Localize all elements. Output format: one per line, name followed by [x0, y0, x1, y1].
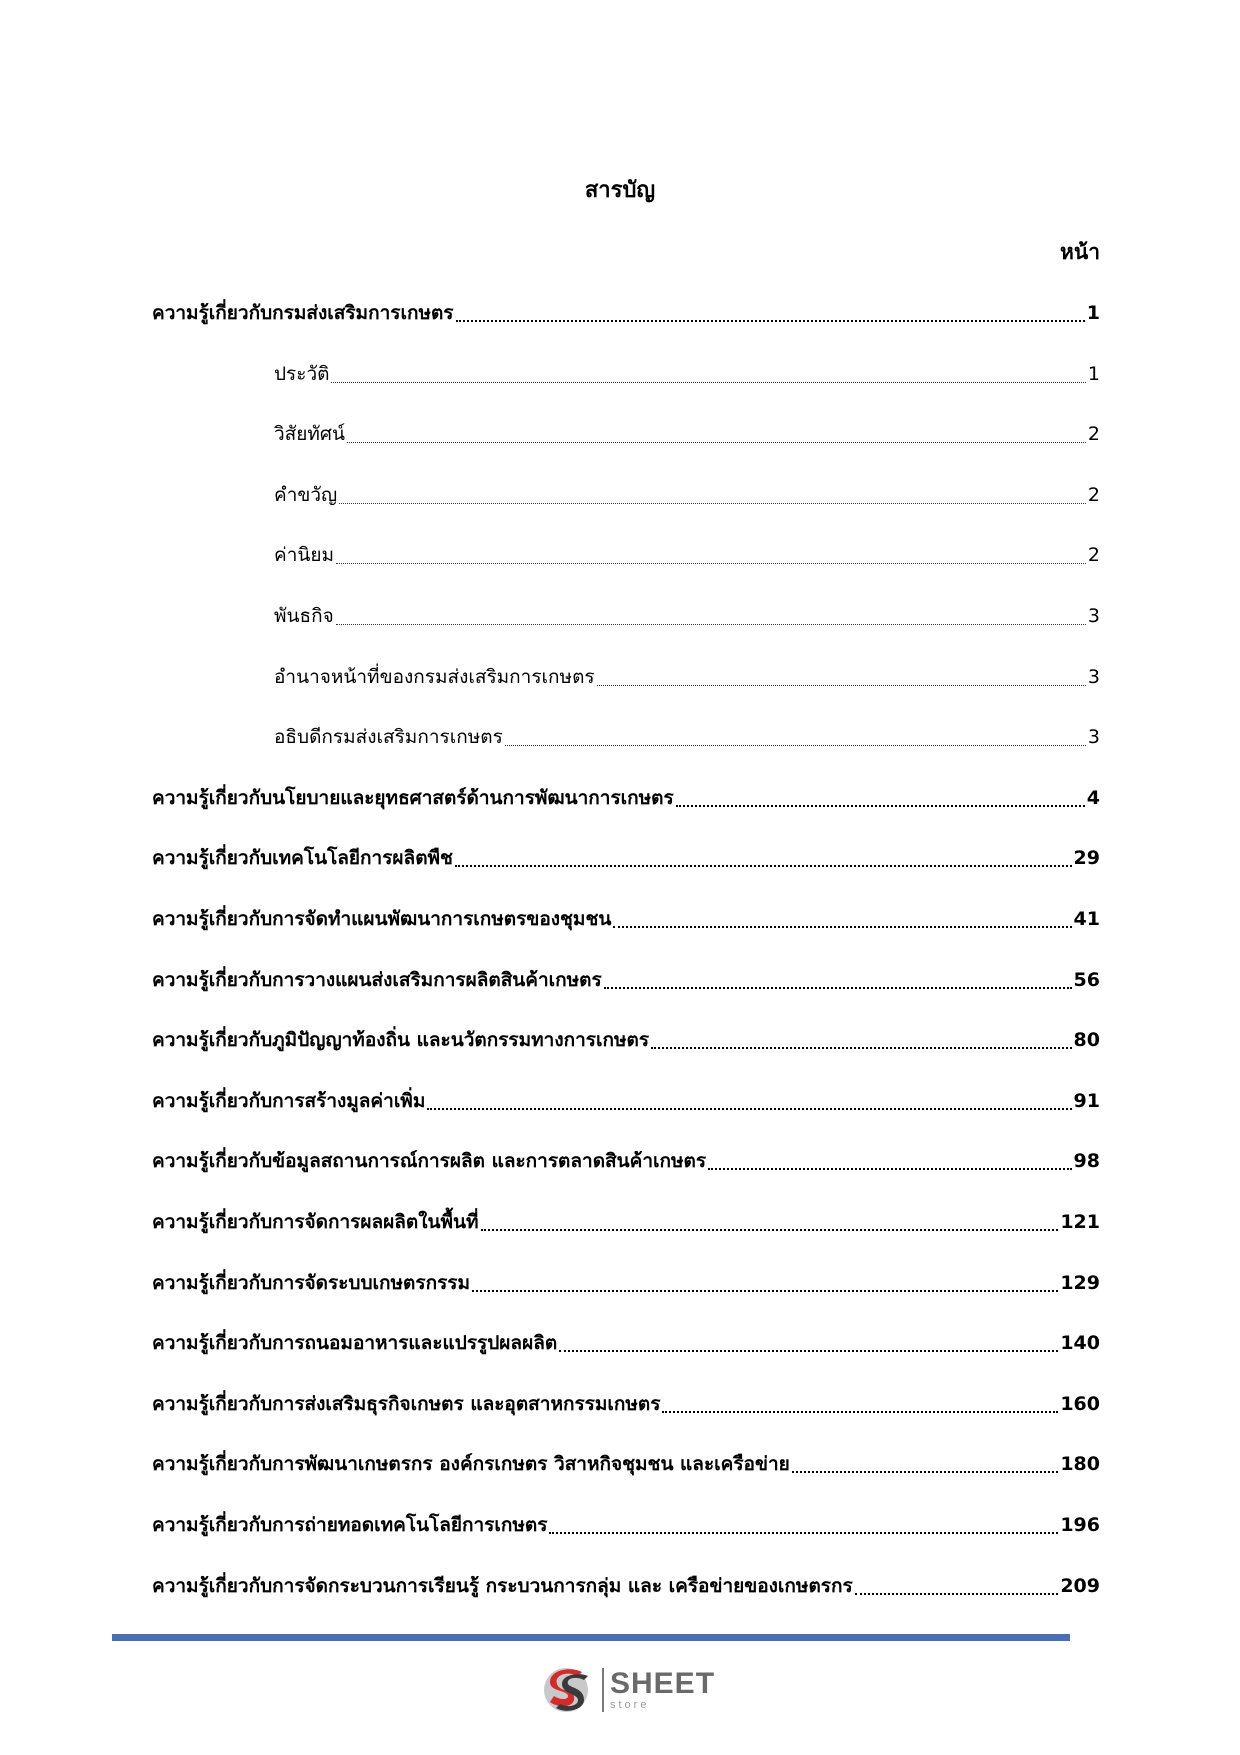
- toc-entry: [152, 1328, 1100, 1358]
- toc-dot-leader: [676, 805, 1085, 807]
- toc-entry-label: ความรู้เกี่ยวกับการจัดทำแผนพัฒนาการเกษตรของชุมชน: [152, 908, 612, 930]
- toc-dot-leader: [505, 745, 1086, 746]
- toc-entry: [152, 1025, 1100, 1055]
- toc-dot-leader: [792, 1471, 1059, 1473]
- toc-dot-leader: [651, 1047, 1071, 1049]
- toc-entry-page: 4: [1086, 786, 1100, 809]
- toc-entry: [152, 1268, 1100, 1298]
- toc-entry-label: คำขวัญ: [274, 483, 338, 506]
- toc-dot-leader: [613, 926, 1071, 928]
- toc-entry: [274, 480, 1100, 510]
- sheet-store-logo: [540, 1662, 720, 1718]
- logo-divider: [602, 1668, 604, 1712]
- toc-entry: [152, 1389, 1100, 1419]
- toc-entry-label: ความรู้เกี่ยวกับการจัดระบบเกษตรกรรม: [152, 1271, 471, 1294]
- toc-dot-leader: [336, 624, 1086, 625]
- toc-entry: [152, 1086, 1100, 1116]
- toc-dot-leader: [855, 1593, 1059, 1595]
- page-title: สารบัญ: [584, 178, 656, 203]
- toc-entry: [274, 722, 1100, 752]
- toc-entry: [274, 419, 1100, 449]
- toc-entry-label: พันธกิจ: [274, 605, 334, 627]
- toc-entry-label: ค่านิยม: [274, 544, 335, 567]
- toc-entry-label: ความรู้เกี่ยวกับการถนอมอาหารและแปรรูปผลผลิต: [152, 1332, 558, 1355]
- toc-entry-page: 2: [1087, 483, 1100, 506]
- toc-entry-label: อำนาจหน้าที่ของกรมส่งเสริมการเกษตร: [274, 665, 595, 688]
- toc-entry-page: 140: [1060, 1332, 1100, 1355]
- toc-entry: [152, 965, 1100, 995]
- toc-entry-page: 3: [1087, 665, 1100, 688]
- toc-dot-leader: [481, 1229, 1059, 1231]
- toc-entry: [152, 1571, 1100, 1601]
- toc-entry-page: 1: [1087, 362, 1100, 385]
- toc-dot-leader: [339, 503, 1086, 504]
- toc-entry-label: ความรู้เกี่ยวกับภูมิปัญญาท้องถิ่น และนวัตกรรมทางการเกษตร: [152, 1029, 650, 1052]
- toc-entry-label: อธิบดีกรมส่งเสริมการเกษตร: [274, 726, 503, 749]
- toc-dot-leader: [427, 1108, 1071, 1110]
- toc-entry-label: ความรู้เกี่ยวกับกรมส่งเสริมการเกษตร: [152, 302, 454, 324]
- toc-entry-page: 209: [1060, 1574, 1100, 1597]
- toc-entry-page: 56: [1073, 968, 1100, 991]
- toc-entry: [152, 1146, 1100, 1176]
- toc-entry-page: 91: [1073, 1089, 1100, 1112]
- toc-entry-page: 29: [1073, 847, 1100, 870]
- toc-entry: [152, 783, 1100, 813]
- toc-dot-leader: [708, 1168, 1071, 1170]
- toc-entry: [274, 540, 1100, 570]
- toc-entry-label: ความรู้เกี่ยวกับการส่งเสริมธุรกิจเกษตร และอุตสาหกรรมเกษตร: [152, 1392, 661, 1415]
- toc-entry-label: ความรู้เกี่ยวกับเทคโนโลยีการผลิตพืช: [152, 847, 453, 870]
- toc-dot-leader: [549, 1532, 1058, 1534]
- toc-entry-label: ความรู้เกี่ยวกับข้อมูลสถานการณ์การผลิต และการตลาดสินค้าเกษตร: [152, 1150, 707, 1173]
- toc-entry-label: ความรู้เกี่ยวกับการถ่ายทอดเทคโนโลยีการเกษตร: [152, 1514, 548, 1536]
- toc-entry-page: 2: [1087, 544, 1100, 567]
- toc-dot-leader: [331, 382, 1085, 383]
- toc-entry-page: 121: [1060, 1211, 1100, 1233]
- toc-dot-leader: [597, 685, 1086, 686]
- toc-dot-leader: [456, 320, 1085, 322]
- toc-entry-label: ความรู้เกี่ยวกับนโยบายและยุทธศาสตร์ด้านการพัฒนาการเกษตร: [152, 786, 674, 809]
- toc-entry-page: 3: [1087, 605, 1100, 627]
- toc-entry: [274, 662, 1100, 692]
- toc-entry: [152, 843, 1100, 873]
- toc-dot-leader: [336, 563, 1086, 564]
- logo-wordmark: SHEET: [610, 1667, 716, 1700]
- footer-rule: [112, 1634, 1070, 1641]
- toc-entry: [274, 359, 1100, 389]
- toc-entry-label: ความรู้เกี่ยวกับการวางแผนส่งเสริมการผลิตสินค้าเกษตร: [152, 968, 602, 991]
- toc-dot-leader: [559, 1350, 1058, 1352]
- toc-entry: [274, 601, 1100, 631]
- toc-entry-label: ความรู้เกี่ยวกับการจัดการผลผลิตในพื้นที่: [152, 1211, 479, 1233]
- toc-dot-leader: [472, 1290, 1058, 1292]
- toc-entry-label: ความรู้เกี่ยวกับการจัดกระบวนการเรียนรู้ กระบวนการกลุ่ม และ เครือข่ายของเกษตรกร: [152, 1574, 853, 1597]
- toc-entry-label: ประวัติ: [274, 362, 330, 385]
- toc-entry: [152, 1510, 1100, 1540]
- sheet-store-s-icon: [540, 1662, 598, 1718]
- toc-entry: [152, 1207, 1100, 1237]
- toc-entry-label: ความรู้เกี่ยวกับการสร้างมูลค่าเพิ่ม: [152, 1089, 426, 1112]
- toc-entry-page: 180: [1060, 1453, 1100, 1476]
- toc-entry: [152, 298, 1100, 328]
- toc-entry-page: 2: [1087, 423, 1100, 446]
- toc-dot-leader: [455, 865, 1072, 867]
- toc-entry-page: 196: [1060, 1514, 1100, 1536]
- toc-entry-page: 3: [1087, 726, 1100, 749]
- toc-entry-page: 129: [1060, 1271, 1100, 1294]
- toc-entry: [152, 1449, 1100, 1479]
- toc-entry-page: 160: [1060, 1392, 1100, 1415]
- toc-entry-page: 41: [1073, 908, 1100, 930]
- page-column-header: หน้า: [1060, 240, 1100, 264]
- toc-entry-page: 98: [1073, 1150, 1100, 1173]
- toc-entry-label: ความรู้เกี่ยวกับการพัฒนาเกษตรกร องค์กรเกษตร วิสาหกิจชุมชน และเครือข่าย: [152, 1453, 790, 1476]
- toc-entry-page: 80: [1073, 1029, 1100, 1052]
- toc-dot-leader: [604, 987, 1072, 989]
- toc-dot-leader: [662, 1411, 1058, 1413]
- toc-entry: [152, 904, 1100, 934]
- toc-entry-label: วิสัยทัศน์: [274, 423, 345, 446]
- logo-subtext: store: [610, 1699, 650, 1711]
- toc-dot-leader: [347, 442, 1086, 443]
- toc-entry-page: 1: [1086, 302, 1100, 324]
